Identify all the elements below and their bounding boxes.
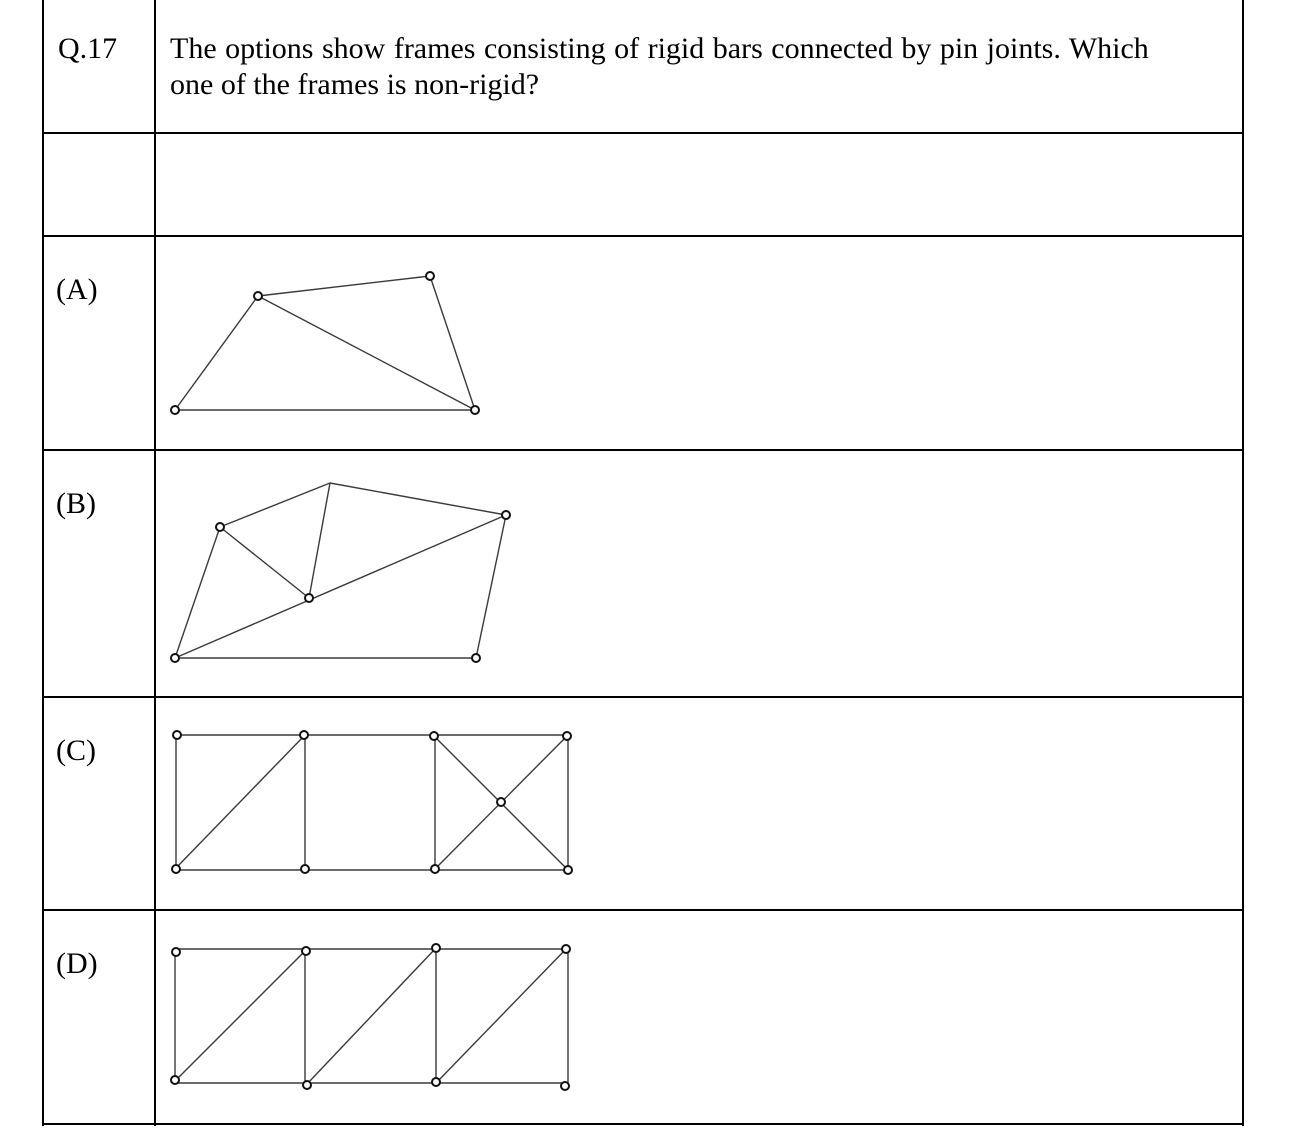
- question-number: Q.17: [58, 32, 118, 65]
- question-text-line-1: The options show frames consisting of rigid bars connected by pin joints. Which: [170, 32, 1149, 65]
- option-c-label[interactable]: (C): [56, 734, 96, 767]
- option-a-label[interactable]: (A): [56, 273, 98, 306]
- question-text-line-2: one of the frames is non-rigid?: [170, 68, 540, 101]
- option-b-label[interactable]: (B): [56, 487, 96, 520]
- option-d-label[interactable]: (D): [56, 947, 98, 980]
- frame-option-d[interactable]: [171, 944, 570, 1090]
- frame-option-b[interactable]: [171, 483, 510, 662]
- frame-option-c[interactable]: [172, 731, 572, 874]
- frame-option-a[interactable]: [171, 272, 479, 414]
